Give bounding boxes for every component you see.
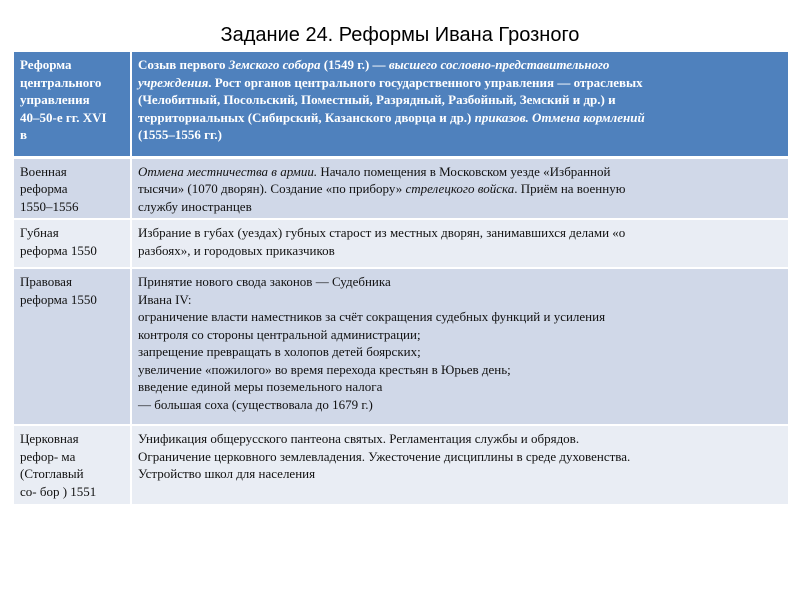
text: Устройство школ для населения [138, 466, 316, 481]
text: — большая соха (существовала до 1679 г.) [138, 396, 373, 412]
content-line [138, 343, 782, 361]
reform-name-line: центрального [20, 74, 102, 90]
italic-text: Земского собора [228, 57, 321, 72]
table-row [14, 268, 788, 425]
italic-text: Отмена местничества в армии. [138, 163, 318, 179]
text: Созыв первого [138, 57, 229, 72]
content-line [138, 273, 782, 291]
table-row [14, 52, 788, 157]
content-line [138, 361, 782, 379]
italic-text: приказов. Отмена кормлений [474, 109, 645, 125]
reform-name-line: Реформа [20, 57, 72, 72]
table-row [14, 425, 788, 505]
content-line [138, 224, 782, 242]
reform-name-cell [14, 425, 131, 505]
reform-name-cell [14, 157, 131, 219]
content-line [138, 198, 782, 216]
content-line [138, 109, 782, 127]
text: (Челобитный, Посольский, Поместный, Разрядный, Разбойный, Земский и др.) и [138, 92, 616, 107]
reform-content-cell [131, 268, 788, 425]
reform-content-cell [131, 425, 788, 505]
content-line [138, 180, 782, 198]
content-line [138, 74, 782, 92]
content-line [138, 56, 782, 74]
reforms-table [14, 52, 788, 506]
text: ограничение власти наместников за счёт сокращения судебных функций и усиления [138, 309, 606, 324]
text: Начало помещения в Московском уезде «Избранной [317, 163, 611, 179]
reform-name-line: Военная [20, 163, 67, 179]
italic-text: стрелецкого войска [405, 181, 515, 196]
reform-name-line: 40–50-е гг. XVI [20, 109, 107, 125]
reform-name-line: (Стоглавый [20, 466, 84, 481]
reform-name-cell [14, 268, 131, 425]
content-line [138, 308, 782, 326]
table-row [14, 157, 788, 219]
reform-content-cell [131, 157, 788, 219]
content-line [138, 163, 782, 181]
text: . Приём на военную [514, 181, 626, 196]
reform-name-line: реформа 1550 [20, 291, 97, 307]
content-line [138, 465, 782, 483]
text: контроля со стороны центральной администрации; [138, 326, 421, 342]
text: (1555–1556 гг.) [138, 127, 222, 142]
text: службу иностранцев [138, 198, 252, 214]
reform-name-line: в [20, 127, 28, 142]
text: территориальных (Сибирский, Казанского дворца и др.) [138, 109, 475, 125]
reform-name-line: управления [20, 92, 90, 107]
content-line [138, 378, 782, 396]
reform-content-cell [131, 219, 788, 268]
content-line [138, 326, 782, 344]
content-line [138, 396, 782, 414]
reform-name-cell [14, 52, 131, 157]
text: Ограничение церковного землевладения. Ужесточение дисциплины в среде духовенства. [138, 448, 631, 464]
reform-name-line: Церковная [20, 431, 79, 446]
reform-name-line: со- бор ) 1551 [20, 483, 97, 499]
page-title: Задание 24. Реформы Ивана Грозного [220, 24, 580, 46]
text: Принятие нового свода законов — Судебника [138, 274, 391, 289]
text: тысячи» (1070 дворян). Создание «по прибору» [138, 181, 406, 196]
text: (1549 г.) — [320, 57, 389, 72]
table-row [14, 219, 788, 268]
italic-text: учреждения [138, 74, 209, 90]
text: Избрание в губах (уездах) губных старост из местных дворян, занимавшихся делами «о [138, 225, 626, 240]
text: Унификация общерусского пантеона святых. Регламентация службы и обрядов. [138, 431, 580, 446]
reform-name-line: 1550–1556 [20, 198, 79, 214]
reform-name-line: рефор- ма [20, 448, 76, 464]
reform-content-cell [131, 52, 788, 157]
text: введение единой меры поземельного налога [138, 379, 383, 394]
text: Ивана IV: [138, 291, 192, 307]
content-line [138, 448, 782, 466]
reform-name-line: Губная [20, 225, 59, 240]
text: разбоях», и городовых приказчиков [138, 242, 335, 258]
reform-name-line: реформа 1550 [20, 242, 97, 258]
reform-name-line: реформа [20, 181, 68, 196]
content-line [138, 291, 782, 309]
reform-name-cell [14, 219, 131, 268]
content-line [138, 430, 782, 448]
text: запрещение превращать в холопов детей боярских; [138, 344, 421, 359]
content-line [138, 91, 782, 109]
text: . Рост органов центрального государственного управления — отраслевых [208, 74, 643, 90]
content-line [138, 126, 782, 144]
text: увеличение «пожилого» во время перехода крестьян в Юрьев день; [138, 361, 511, 377]
reform-name-line: Правовая [20, 274, 72, 289]
content-line [138, 242, 782, 260]
italic-text: высшего сословно-представительного [388, 57, 610, 72]
